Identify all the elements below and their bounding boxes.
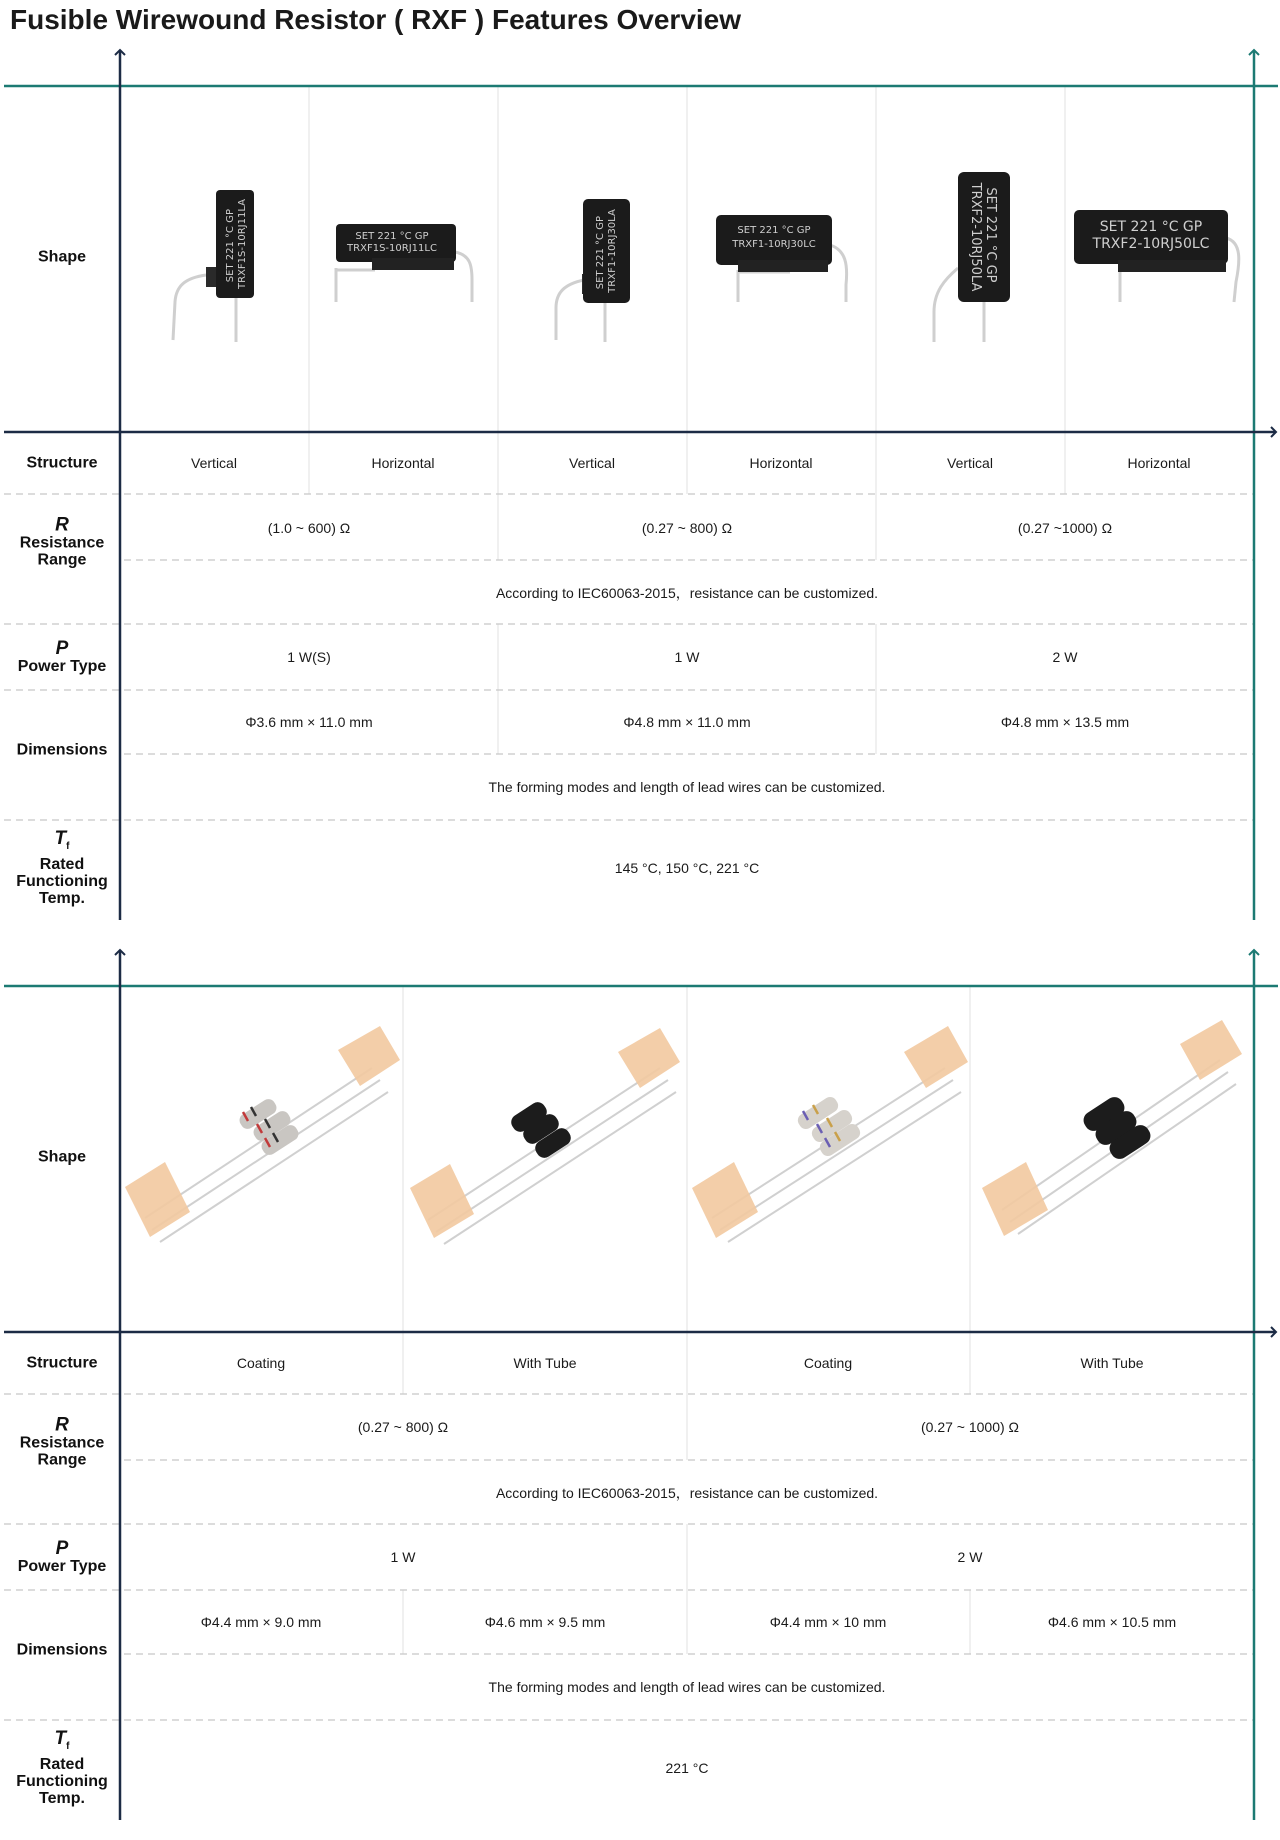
power-label: Power Type (17, 658, 107, 675)
panel-rxf-1 (0, 40, 1280, 920)
temp-symbol: T (54, 828, 67, 850)
structure-cell: With Tube (1080, 1355, 1144, 1371)
resistance-note: According to IEC60063-2015，resistance can be customized. (495, 1485, 879, 1501)
resistor-photo-tube-1w (410, 1028, 680, 1244)
resistance-label: Resistance Range (19, 1434, 105, 1469)
resistance-label: Resistance Range (19, 534, 105, 569)
power-symbol: P (55, 638, 69, 659)
row-label-shape: Shape (37, 1148, 87, 1166)
temp-label: Rated Functioning Temp. (16, 855, 108, 907)
power-cell: 2 W (957, 1549, 983, 1565)
dimensions-cell: Φ4.8 mm × 13.5 mm (1000, 714, 1130, 730)
row-label-resistance (20, 516, 105, 569)
row-label-temp (16, 829, 108, 907)
dimensions-cell: Φ4.6 mm × 9.5 mm (484, 1614, 606, 1630)
photo-label-3b: TRXF1-10RJ30LA (607, 209, 618, 293)
row-label-dimensions: Dimensions (16, 1641, 108, 1659)
power-cell: 1 W (390, 1549, 416, 1565)
resistance-cell: (1.0 ~ 600) Ω (267, 520, 351, 536)
dimensions-note: The forming modes and length of lead wires can be customized. (488, 1679, 886, 1695)
power-cell: 2 W (1052, 649, 1078, 665)
photo-label-1b: TRXF1S-10RJ11LA (237, 199, 248, 289)
row-label-structure: Structure (26, 1354, 98, 1372)
temp-subscript: f (66, 840, 70, 852)
power-cell: 1 W (674, 649, 700, 665)
structure-cell: Vertical (569, 455, 615, 471)
resistance-symbol: R (55, 514, 69, 536)
dimensions-cell: Φ4.6 mm × 10.5 mm (1047, 1614, 1177, 1630)
row-label-power (18, 1539, 107, 1575)
dimensions-cell: Φ4.4 mm × 10 mm (769, 1614, 887, 1630)
resistance-note: According to IEC60063-2015，resistance can be customized. (495, 585, 879, 601)
photo-label-1a: SET 221 °C GP (225, 209, 236, 283)
photo-label-5b: TRXF2-10RJ50LA (968, 182, 983, 292)
temp-subscript: f (66, 1740, 70, 1752)
power-symbol: P (55, 1538, 69, 1559)
structure-cell: Horizontal (371, 455, 435, 471)
resistance-cell: (0.27 ~ 800) Ω (641, 520, 733, 536)
svg-text:SET 221 °C GP TRXF1-10 (595, 209, 618, 294)
power-cell: 1 W(S) (287, 649, 331, 665)
row-label-temp (16, 1729, 108, 1807)
dimensions-cell: Φ4.4 mm × 9.0 mm (200, 1614, 322, 1630)
resistance-symbol: R (55, 1414, 69, 1436)
resistor-photo-trxf1s-horizontal (336, 224, 472, 302)
photo-label-6a: SET 221 °C GP (1099, 219, 1203, 235)
structure-cell: Horizontal (749, 455, 813, 471)
photo-label-4a: SET 221 °C GP (737, 225, 811, 236)
photo-label-6b: TRXF2-10RJ50LC (1092, 236, 1210, 252)
structure-cell: With Tube (513, 1355, 577, 1371)
temp-symbol: T (54, 1728, 67, 1750)
row-label-power (18, 639, 107, 675)
row-label-resistance (20, 1416, 105, 1469)
power-label: Power Type (17, 1558, 107, 1575)
dimensions-note: The forming modes and length of lead wires can be customized. (488, 779, 886, 795)
resistor-photo-trxf1-horizontal (716, 215, 847, 302)
photo-label-2b: TRXF1S-10RJ11LC (347, 243, 437, 254)
resistance-cell: (0.27 ~ 800) Ω (357, 1419, 449, 1435)
temp-label: Rated Functioning Temp. (16, 1755, 108, 1807)
temp-cell: 145 °C, 150 °C, 221 °C (614, 860, 760, 876)
row-label-dimensions: Dimensions (16, 741, 108, 759)
dimensions-cell: Φ4.8 mm × 11.0 mm (623, 714, 751, 730)
structure-cell: Vertical (947, 455, 993, 471)
dimensions-cell: Φ3.6 mm × 11.0 mm (245, 714, 373, 730)
structure-cell: Coating (803, 1355, 853, 1371)
row-label-structure: Structure (26, 454, 98, 472)
resistor-photo-trxf1s-vertical (173, 190, 254, 342)
resistor-photo-trxf2-vertical (934, 172, 1010, 342)
svg-text:SET 221 °C GP TRXF2-10 (968, 182, 998, 292)
resistor-photo-trxf2-horizontal (1074, 210, 1239, 302)
structure-cell: Coating (236, 1355, 286, 1371)
photo-label-5a: SET 221 °C GP (983, 187, 998, 283)
structure-cell: Horizontal (1127, 455, 1191, 471)
resistance-cell: (0.27 ~ 1000) Ω (920, 1419, 1020, 1435)
structure-cell: Vertical (191, 455, 237, 471)
panel-rxf-2 (0, 940, 1280, 1820)
page-title: Fusible Wirewound Resistor ( RXF ) Features Overview (10, 4, 742, 35)
svg-text:SET 221 °C GP TRXF1S-1 (225, 199, 248, 290)
photo-label-4b: TRXF1-10RJ30LC (732, 239, 816, 250)
resistor-photo-coating-1w (125, 1026, 400, 1242)
photo-label-3a: SET 221 °C GP (595, 216, 606, 290)
temp-cell: 221 °C (665, 1760, 709, 1776)
resistor-photo-tube-2w (982, 1020, 1242, 1236)
resistance-cell: (0.27 ~1000) Ω (1017, 520, 1113, 536)
row-label-shape: Shape (37, 248, 87, 266)
photo-label-2a: SET 221 °C GP (355, 231, 429, 242)
resistor-photo-coating-2w (692, 1026, 968, 1242)
resistor-photo-trxf1-vertical (556, 199, 630, 342)
